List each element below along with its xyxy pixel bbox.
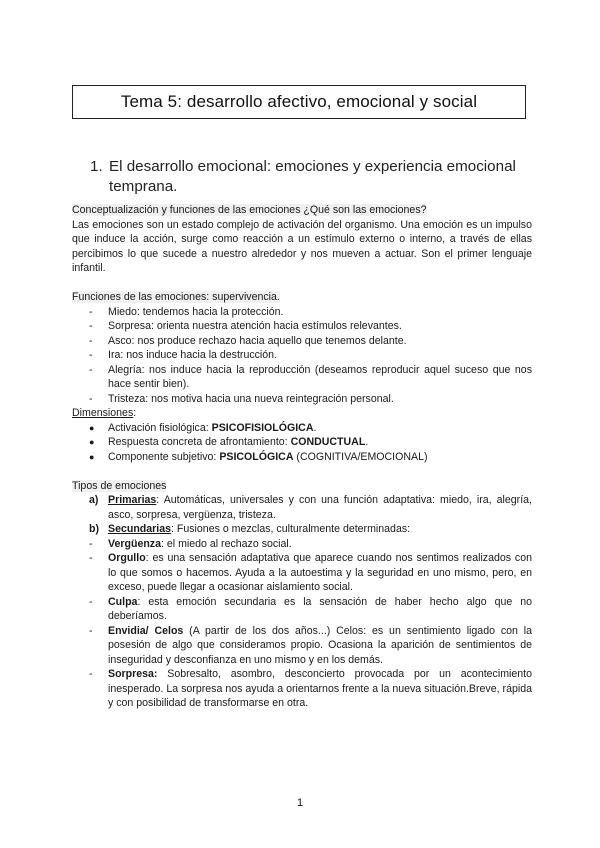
list-item-primarias: a) Primarias: Automáticas, universales y con una función adaptativa: miedo, ira, alegría, asco, sorpresa, vergüenza, tristeza.: [89, 494, 532, 521]
list-item: - Ira: nos induce hacia la destrucción.: [89, 349, 278, 361]
section-heading: [90, 157, 540, 197]
types-list: [72, 493, 532, 537]
list-item: - Vergüenza: el miedo al rechazo social.: [89, 537, 292, 550]
list-item: - Alegría: nos induce hacia la reproducción (deseamos reproducir aquel suceso que nos hace sentir bien).: [89, 363, 532, 390]
functions-heading: Funciones de las emociones: supervivencia.: [72, 291, 280, 303]
concept-heading: Conceptualización y funciones de las emociones ¿Qué son las emociones?: [72, 204, 427, 216]
list-item-secundarias: b) Secundarias: Fusiones o mezclas, culturalmente determinadas:: [89, 523, 411, 535]
list-item: ● Componente subjetivo: PSICOLÓGICA (COGNITIVA/EMOCIONAL): [89, 450, 428, 463]
list-item: - Tristeza: nos motiva hacia una nueva reintegración personal.: [89, 392, 394, 405]
list-item: - Culpa: esta emoción secundaria es la sensación de haber hecho algo que no deberíamos.: [89, 595, 532, 622]
types-heading: Tipos de emociones: [72, 479, 167, 492]
document-body: [72, 203, 532, 711]
title-box: [72, 85, 526, 119]
list-item: - Asco: nos produce rechazo hacia aquello que tenemos delante.: [89, 334, 407, 347]
dimensions-list: [72, 421, 532, 465]
list-item: ● Activación fisiológica: PSICOFISIOLÓGICA.: [89, 421, 317, 434]
page-title: Tema 5: desarrollo afectivo, emocional y social: [120, 92, 478, 111]
concept-paragraph: Las emociones son un estado complejo de activación del organismo. Una emoción es un impulso que induce la acción, surge como reacción a un estímulo externo o interno, a través de ellas percibimos lo que sucede a nuestro alrededor y nos mueven a actuar. Son el primer lenguaje infantil.: [72, 218, 532, 274]
list-item: - Envidia/ Celos (A partir de los dos años...) Celos: es un sentimiento ligado con la posesión de algo que consideramos propio. Ocasiona la aparición de sentimientos de inseguridad y desconfianza en uno mismo y en los demás.: [89, 624, 532, 666]
section-heading-text: El desarrollo emocional: emociones y experiencia emocional temprana.: [109, 158, 516, 195]
secondary-emotions-list: [72, 537, 532, 711]
functions-list: [72, 305, 532, 407]
list-item: - Sorpresa: Sobresalto, asombro, desconcierto provocada por un acontecimiento inesperado. La sorpresa nos ayuda a orientarnos frente a la nueva situación.Breve, rápida y con posibilidad de transformarse en otra.: [89, 668, 532, 709]
dimensions-heading: Dimensiones:: [72, 407, 137, 419]
list-item: ● Respuesta concreta de afrontamiento: CONDUCTUAL.: [89, 436, 369, 448]
section-number: 1.: [90, 158, 103, 175]
page-number: 1: [296, 797, 304, 809]
list-item: - Miedo: tendemos hacia la protección.: [89, 305, 284, 318]
list-item: - Sorpresa: orienta nuestra atención hacia estímulos relevantes.: [89, 320, 402, 332]
list-item: - Orgullo: es una sensación adaptativa que aparece cuando nos sentimos realizados con lo que somos o hacemos. Ayuda a la autoestima y la seguridad en uno mismo, pero, en exceso, puede llegar a ocasionar aislamiento social.: [89, 552, 532, 593]
